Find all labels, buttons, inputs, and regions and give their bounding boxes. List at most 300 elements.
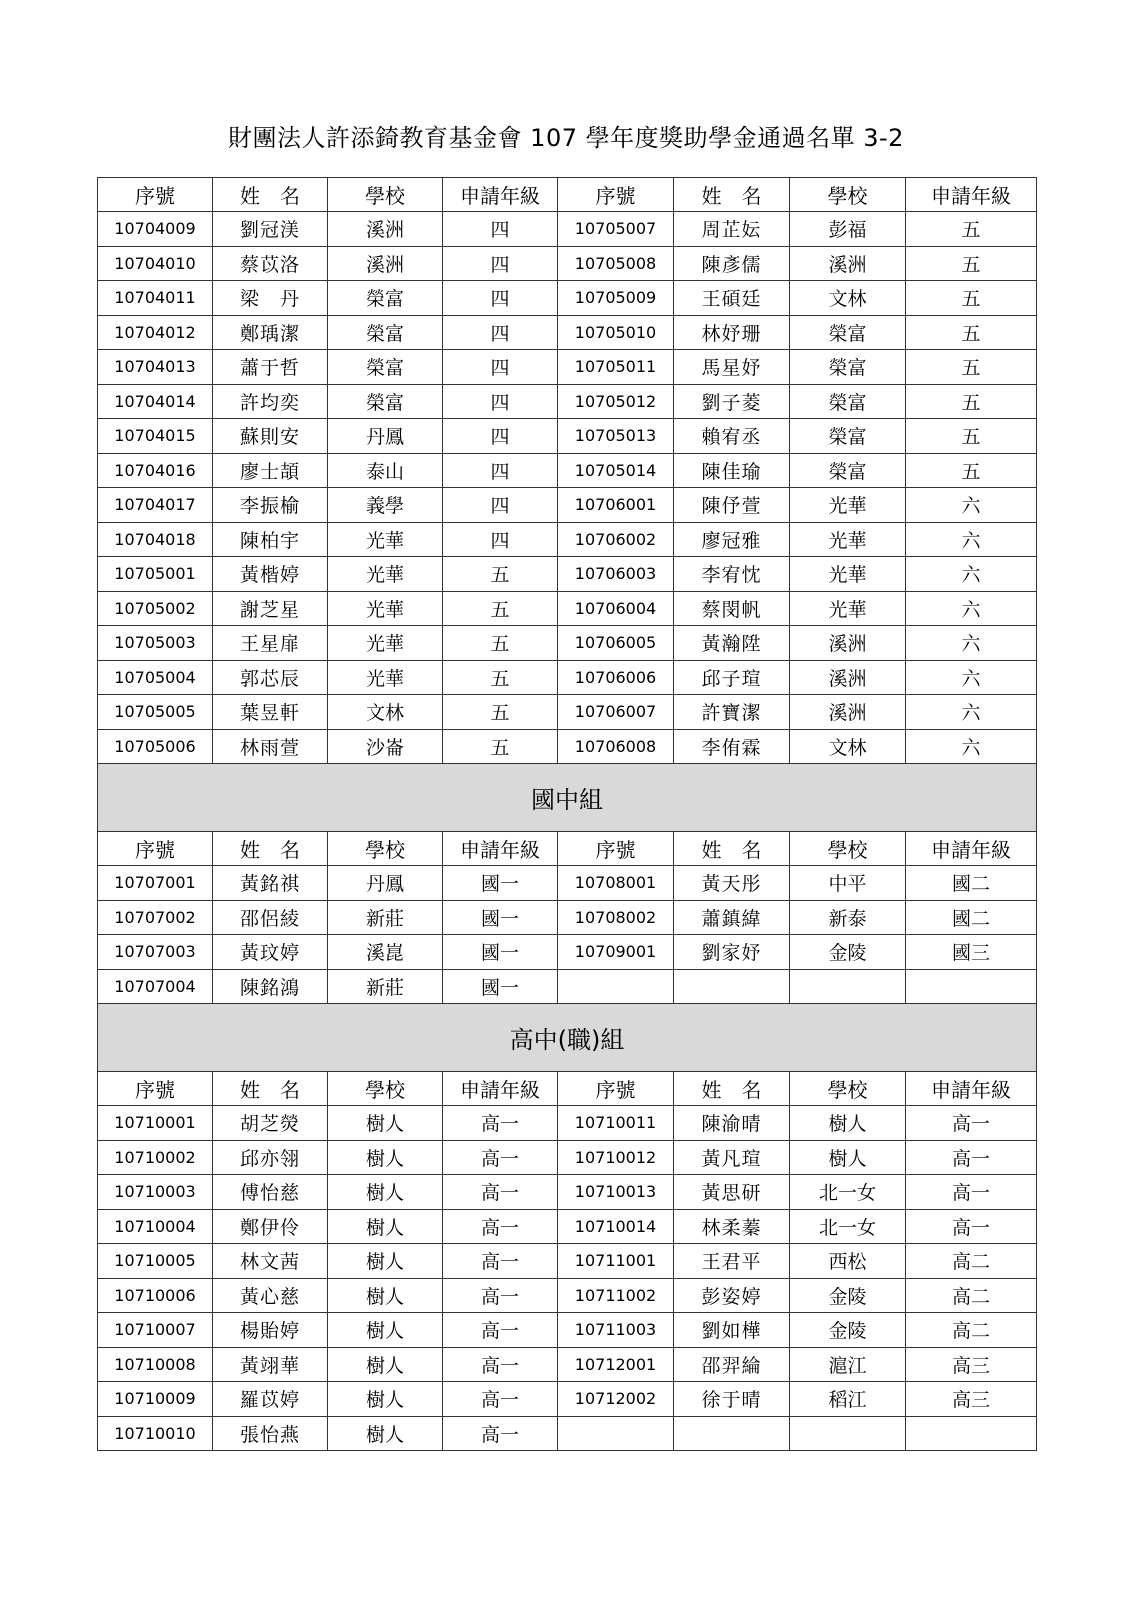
student-name: 梁 丹 — [213, 281, 328, 316]
student-name: 劉冠渼 — [213, 212, 328, 247]
student-school: 義學 — [328, 488, 443, 523]
student-name: 賴宥丞 — [674, 419, 790, 454]
header-grade: 申請年級 — [443, 832, 558, 866]
table-row — [98, 1106, 1037, 1141]
student-school: 新泰 — [790, 900, 906, 935]
student-name: 鄭瑀潔 — [213, 315, 328, 350]
student-grade: 五 — [443, 591, 558, 626]
student-grade: 四 — [443, 281, 558, 316]
student-id: 10710009 — [98, 1382, 213, 1417]
student-grade: 四 — [443, 419, 558, 454]
student-name: 邱子瑄 — [674, 660, 790, 695]
table-row — [98, 1209, 1037, 1244]
student-name: 陳渝晴 — [674, 1106, 790, 1141]
header-id: 序號 — [98, 1072, 213, 1106]
student-grade: 五 — [906, 246, 1037, 281]
student-name: 黃天彤 — [674, 866, 790, 901]
student-school: 樹人 — [328, 1313, 443, 1348]
student-grade: 五 — [443, 626, 558, 661]
header-school: 學校 — [328, 178, 443, 212]
student-school: 金陵 — [790, 935, 906, 970]
page-title: 財團法人許添錡教育基金會 107 學年度獎助學金通過名單 3-2 — [228, 124, 904, 152]
student-name: 劉如樺 — [674, 1313, 790, 1348]
student-id: 10712001 — [558, 1347, 674, 1382]
student-name: 周芷妘 — [674, 212, 790, 247]
header-name: 姓 名 — [213, 1072, 328, 1106]
header-school: 學校 — [790, 832, 906, 866]
student-name: 黃翊華 — [213, 1347, 328, 1382]
student-grade: 六 — [906, 557, 1037, 592]
student-name: 許均奕 — [213, 384, 328, 419]
student-id: 10710001 — [98, 1106, 213, 1141]
student-grade: 國一 — [443, 900, 558, 935]
student-school: 榮富 — [790, 419, 906, 454]
student-name: 林文茜 — [213, 1244, 328, 1279]
header-id: 序號 — [558, 1072, 674, 1106]
table-row — [98, 315, 1037, 350]
student-name: 黃銘祺 — [213, 866, 328, 901]
student-grade: 高一 — [443, 1278, 558, 1313]
student-grade: 四 — [443, 212, 558, 247]
student-grade: 五 — [906, 419, 1037, 454]
student-name: 陳伃萱 — [674, 488, 790, 523]
student-name: 葉昱軒 — [213, 695, 328, 730]
table-row — [98, 591, 1037, 626]
student-school: 榮富 — [328, 281, 443, 316]
header-school: 學校 — [790, 178, 906, 212]
student-grade: 高一 — [906, 1140, 1037, 1175]
student-grade: 高二 — [906, 1278, 1037, 1313]
student-id: 10710006 — [98, 1278, 213, 1313]
student-name: 陳柏宇 — [213, 522, 328, 557]
student-grade: 五 — [906, 212, 1037, 247]
student-school: 丹鳳 — [328, 866, 443, 901]
student-name: 胡芝熒 — [213, 1106, 328, 1141]
student-id: 10704009 — [98, 212, 213, 247]
header-id: 序號 — [98, 832, 213, 866]
table-row — [98, 557, 1037, 592]
student-school: 光華 — [328, 660, 443, 695]
student-grade: 高一 — [443, 1244, 558, 1279]
student-name: 徐于晴 — [674, 1382, 790, 1417]
student-grade: 四 — [443, 350, 558, 385]
student-grade: 高三 — [906, 1347, 1037, 1382]
header-grade: 申請年級 — [443, 178, 558, 212]
student-school: 光華 — [328, 591, 443, 626]
table-row — [98, 246, 1037, 281]
student-id: 10704017 — [98, 488, 213, 523]
table-row — [98, 212, 1037, 247]
student-school: 樹人 — [328, 1416, 443, 1451]
student-id: 10710010 — [98, 1416, 213, 1451]
student-school — [790, 1416, 906, 1451]
student-name: 黃思研 — [674, 1175, 790, 1210]
student-name — [674, 1416, 790, 1451]
student-id: 10710008 — [98, 1347, 213, 1382]
student-grade: 高一 — [443, 1313, 558, 1348]
student-id: 10711001 — [558, 1244, 674, 1279]
header-id: 序號 — [558, 178, 674, 212]
student-id: 10710005 — [98, 1244, 213, 1279]
student-grade: 四 — [443, 453, 558, 488]
student-school: 樹人 — [328, 1106, 443, 1141]
student-name: 許寶潔 — [674, 695, 790, 730]
table-row — [98, 1244, 1037, 1279]
student-id: 10706008 — [558, 729, 674, 764]
student-name: 林雨萱 — [213, 729, 328, 764]
column-header-row — [98, 178, 1037, 212]
student-name: 郭芯辰 — [213, 660, 328, 695]
student-id: 10705009 — [558, 281, 674, 316]
student-id: 10706004 — [558, 591, 674, 626]
student-school: 溪洲 — [790, 660, 906, 695]
student-grade: 五 — [443, 660, 558, 695]
student-id: 10706002 — [558, 522, 674, 557]
student-grade: 高一 — [906, 1175, 1037, 1210]
student-school: 滬江 — [790, 1347, 906, 1382]
header-grade: 申請年級 — [443, 1072, 558, 1106]
table-row — [98, 1175, 1037, 1210]
student-school: 樹人 — [790, 1140, 906, 1175]
student-id: 10704014 — [98, 384, 213, 419]
student-school: 榮富 — [328, 315, 443, 350]
student-school: 樹人 — [328, 1140, 443, 1175]
student-school: 樹人 — [328, 1244, 443, 1279]
student-name: 蕭鎮緯 — [674, 900, 790, 935]
student-id: 10704018 — [98, 522, 213, 557]
student-school: 溪崑 — [328, 935, 443, 970]
student-school: 光華 — [328, 626, 443, 661]
student-school: 榮富 — [328, 350, 443, 385]
student-school: 榮富 — [328, 384, 443, 419]
student-id: 10708001 — [558, 866, 674, 901]
student-id: 10710002 — [98, 1140, 213, 1175]
student-name: 馬星妤 — [674, 350, 790, 385]
student-name: 黃凡瑄 — [674, 1140, 790, 1175]
student-school: 榮富 — [790, 384, 906, 419]
header-id: 序號 — [98, 178, 213, 212]
student-id: 10710004 — [98, 1209, 213, 1244]
student-name: 王碩廷 — [674, 281, 790, 316]
student-school: 溪洲 — [328, 246, 443, 281]
table-row — [98, 660, 1037, 695]
header-school: 學校 — [790, 1072, 906, 1106]
header-name: 姓 名 — [674, 1072, 790, 1106]
table-row — [98, 1278, 1037, 1313]
student-id: 10706007 — [558, 695, 674, 730]
student-grade: 高一 — [443, 1416, 558, 1451]
student-grade: 六 — [906, 626, 1037, 661]
student-school: 溪洲 — [790, 626, 906, 661]
student-grade: 高二 — [906, 1313, 1037, 1348]
student-grade: 五 — [443, 729, 558, 764]
student-name: 王君平 — [674, 1244, 790, 1279]
student-id: 10706001 — [558, 488, 674, 523]
student-grade: 六 — [906, 488, 1037, 523]
student-id: 10710014 — [558, 1209, 674, 1244]
table-row — [98, 626, 1037, 661]
student-id: 10710011 — [558, 1106, 674, 1141]
student-school: 稻江 — [790, 1382, 906, 1417]
student-name: 黃玟婷 — [213, 935, 328, 970]
section-heading-row — [98, 764, 1037, 832]
student-name: 蔡苡洛 — [213, 246, 328, 281]
student-school: 樹人 — [328, 1347, 443, 1382]
student-name: 邱亦翎 — [213, 1140, 328, 1175]
table-row — [98, 1313, 1037, 1348]
header-id: 序號 — [558, 832, 674, 866]
student-name: 邵羿綸 — [674, 1347, 790, 1382]
student-id: 10705010 — [558, 315, 674, 350]
student-id: 10705008 — [558, 246, 674, 281]
student-id: 10709001 — [558, 935, 674, 970]
student-id: 10704012 — [98, 315, 213, 350]
scholarship-roster-table — [97, 177, 1037, 1451]
table-row — [98, 281, 1037, 316]
student-grade: 五 — [906, 350, 1037, 385]
student-school — [790, 969, 906, 1004]
table-row — [98, 1140, 1037, 1175]
student-id: 10711002 — [558, 1278, 674, 1313]
header-name: 姓 名 — [213, 178, 328, 212]
student-id: 10704011 — [98, 281, 213, 316]
student-grade: 五 — [443, 557, 558, 592]
student-id: 10707002 — [98, 900, 213, 935]
student-grade: 五 — [906, 315, 1037, 350]
student-id — [558, 969, 674, 1004]
student-grade: 四 — [443, 384, 558, 419]
student-id: 10707001 — [98, 866, 213, 901]
student-name: 李振榆 — [213, 488, 328, 523]
header-school: 學校 — [328, 832, 443, 866]
student-school: 泰山 — [328, 453, 443, 488]
student-name: 蘇則安 — [213, 419, 328, 454]
table-row — [98, 935, 1037, 970]
student-school: 中平 — [790, 866, 906, 901]
student-school: 沙崙 — [328, 729, 443, 764]
student-id: 10705001 — [98, 557, 213, 592]
student-id: 10707003 — [98, 935, 213, 970]
student-school: 光華 — [790, 522, 906, 557]
student-school: 樹人 — [328, 1278, 443, 1313]
header-name: 姓 名 — [213, 832, 328, 866]
table-row — [98, 1416, 1037, 1451]
header-school: 學校 — [328, 1072, 443, 1106]
section-heading: 高中(職)組 — [98, 1004, 1037, 1072]
student-id: 10710013 — [558, 1175, 674, 1210]
student-grade: 高一 — [443, 1175, 558, 1210]
student-school: 文林 — [790, 729, 906, 764]
table-row — [98, 969, 1037, 1004]
student-id: 10707004 — [98, 969, 213, 1004]
student-school: 光華 — [328, 557, 443, 592]
student-grade: 國一 — [443, 935, 558, 970]
student-name — [674, 969, 790, 1004]
student-school: 北一女 — [790, 1175, 906, 1210]
student-school: 樹人 — [328, 1382, 443, 1417]
student-grade: 五 — [906, 453, 1037, 488]
student-school: 文林 — [790, 281, 906, 316]
student-name: 林妤珊 — [674, 315, 790, 350]
student-grade: 國二 — [906, 900, 1037, 935]
student-grade: 四 — [443, 315, 558, 350]
student-grade: 五 — [906, 384, 1037, 419]
column-header-row — [98, 832, 1037, 866]
student-grade: 高一 — [443, 1382, 558, 1417]
student-id: 10712002 — [558, 1382, 674, 1417]
student-name: 李侑霖 — [674, 729, 790, 764]
table-row — [98, 1382, 1037, 1417]
student-name: 鄭伊伶 — [213, 1209, 328, 1244]
student-name: 張怡燕 — [213, 1416, 328, 1451]
student-id: 10705007 — [558, 212, 674, 247]
student-grade: 高一 — [443, 1140, 558, 1175]
student-grade — [906, 969, 1037, 1004]
student-school: 金陵 — [790, 1313, 906, 1348]
student-name: 陳佳瑜 — [674, 453, 790, 488]
student-grade: 四 — [443, 246, 558, 281]
table-row — [98, 866, 1037, 901]
student-school: 光華 — [790, 488, 906, 523]
column-header-row — [98, 1072, 1037, 1106]
student-school: 樹人 — [790, 1106, 906, 1141]
table-row — [98, 384, 1037, 419]
student-name: 王星扉 — [213, 626, 328, 661]
header-name: 姓 名 — [674, 178, 790, 212]
student-school: 光華 — [328, 522, 443, 557]
student-id: 10705012 — [558, 384, 674, 419]
student-id: 10711003 — [558, 1313, 674, 1348]
student-id: 10708002 — [558, 900, 674, 935]
student-name: 邵侶綾 — [213, 900, 328, 935]
student-id: 10705011 — [558, 350, 674, 385]
student-id: 10705003 — [98, 626, 213, 661]
table-row — [98, 419, 1037, 454]
student-school: 榮富 — [790, 350, 906, 385]
student-id: 10705014 — [558, 453, 674, 488]
section-heading-row — [98, 1004, 1037, 1072]
student-grade: 六 — [906, 522, 1037, 557]
table-row — [98, 695, 1037, 730]
student-grade: 國二 — [906, 866, 1037, 901]
student-grade: 五 — [443, 695, 558, 730]
table-row — [98, 1347, 1037, 1382]
student-grade: 四 — [443, 488, 558, 523]
student-name: 蕭于哲 — [213, 350, 328, 385]
student-name: 蔡閔帆 — [674, 591, 790, 626]
student-id: 10710007 — [98, 1313, 213, 1348]
table-row — [98, 900, 1037, 935]
student-school: 彭福 — [790, 212, 906, 247]
student-school: 溪洲 — [328, 212, 443, 247]
student-grade: 六 — [906, 695, 1037, 730]
student-grade: 五 — [906, 281, 1037, 316]
student-name: 林柔蓁 — [674, 1209, 790, 1244]
student-name: 黃楷婷 — [213, 557, 328, 592]
table-row — [98, 488, 1037, 523]
student-name: 黃心慈 — [213, 1278, 328, 1313]
student-id: 10705005 — [98, 695, 213, 730]
student-school: 新莊 — [328, 969, 443, 1004]
student-school: 新莊 — [328, 900, 443, 935]
table-row — [98, 522, 1037, 557]
student-school: 光華 — [790, 557, 906, 592]
student-name: 楊貽婷 — [213, 1313, 328, 1348]
header-name: 姓 名 — [674, 832, 790, 866]
student-grade: 高一 — [906, 1209, 1037, 1244]
student-grade: 高三 — [906, 1382, 1037, 1417]
student-id: 10710012 — [558, 1140, 674, 1175]
student-school: 樹人 — [328, 1209, 443, 1244]
student-name: 陳彥儒 — [674, 246, 790, 281]
student-grade: 國三 — [906, 935, 1037, 970]
student-school: 西松 — [790, 1244, 906, 1279]
student-grade: 國一 — [443, 969, 558, 1004]
student-school: 北一女 — [790, 1209, 906, 1244]
student-name: 劉子菱 — [674, 384, 790, 419]
student-grade: 四 — [443, 522, 558, 557]
student-school: 光華 — [790, 591, 906, 626]
header-grade: 申請年級 — [906, 832, 1037, 866]
student-grade: 國一 — [443, 866, 558, 901]
student-grade: 高一 — [443, 1209, 558, 1244]
student-name: 陳銘鴻 — [213, 969, 328, 1004]
student-school: 榮富 — [790, 453, 906, 488]
student-school: 文林 — [328, 695, 443, 730]
student-grade — [906, 1416, 1037, 1451]
student-grade: 高一 — [443, 1347, 558, 1382]
student-grade: 六 — [906, 591, 1037, 626]
student-name: 羅苡婷 — [213, 1382, 328, 1417]
student-id: 10704015 — [98, 419, 213, 454]
student-name: 彭姿婷 — [674, 1278, 790, 1313]
student-school: 金陵 — [790, 1278, 906, 1313]
student-id: 10705006 — [98, 729, 213, 764]
student-name: 傅怡慈 — [213, 1175, 328, 1210]
student-id: 10705013 — [558, 419, 674, 454]
student-name: 劉家妤 — [674, 935, 790, 970]
header-grade: 申請年級 — [906, 178, 1037, 212]
student-school: 溪洲 — [790, 695, 906, 730]
student-school: 丹鳳 — [328, 419, 443, 454]
student-grade: 高一 — [443, 1106, 558, 1141]
student-school: 榮富 — [790, 315, 906, 350]
student-school: 樹人 — [328, 1175, 443, 1210]
table-row — [98, 453, 1037, 488]
table-row — [98, 350, 1037, 385]
student-name: 廖冠雅 — [674, 522, 790, 557]
student-id: 10704013 — [98, 350, 213, 385]
student-name: 李宥忱 — [674, 557, 790, 592]
student-id: 10705002 — [98, 591, 213, 626]
student-id: 10706005 — [558, 626, 674, 661]
student-name: 黃瀚陞 — [674, 626, 790, 661]
student-id: 10705004 — [98, 660, 213, 695]
student-id: 10706003 — [558, 557, 674, 592]
header-grade: 申請年級 — [906, 1072, 1037, 1106]
student-id: 10710003 — [98, 1175, 213, 1210]
section-heading: 國中組 — [98, 764, 1037, 832]
student-name: 謝芝星 — [213, 591, 328, 626]
student-school: 溪洲 — [790, 246, 906, 281]
student-id: 10704010 — [98, 246, 213, 281]
student-grade: 六 — [906, 660, 1037, 695]
student-id: 10706006 — [558, 660, 674, 695]
student-grade: 高二 — [906, 1244, 1037, 1279]
student-grade: 高一 — [906, 1106, 1037, 1141]
student-id: 10704016 — [98, 453, 213, 488]
table-row — [98, 729, 1037, 764]
